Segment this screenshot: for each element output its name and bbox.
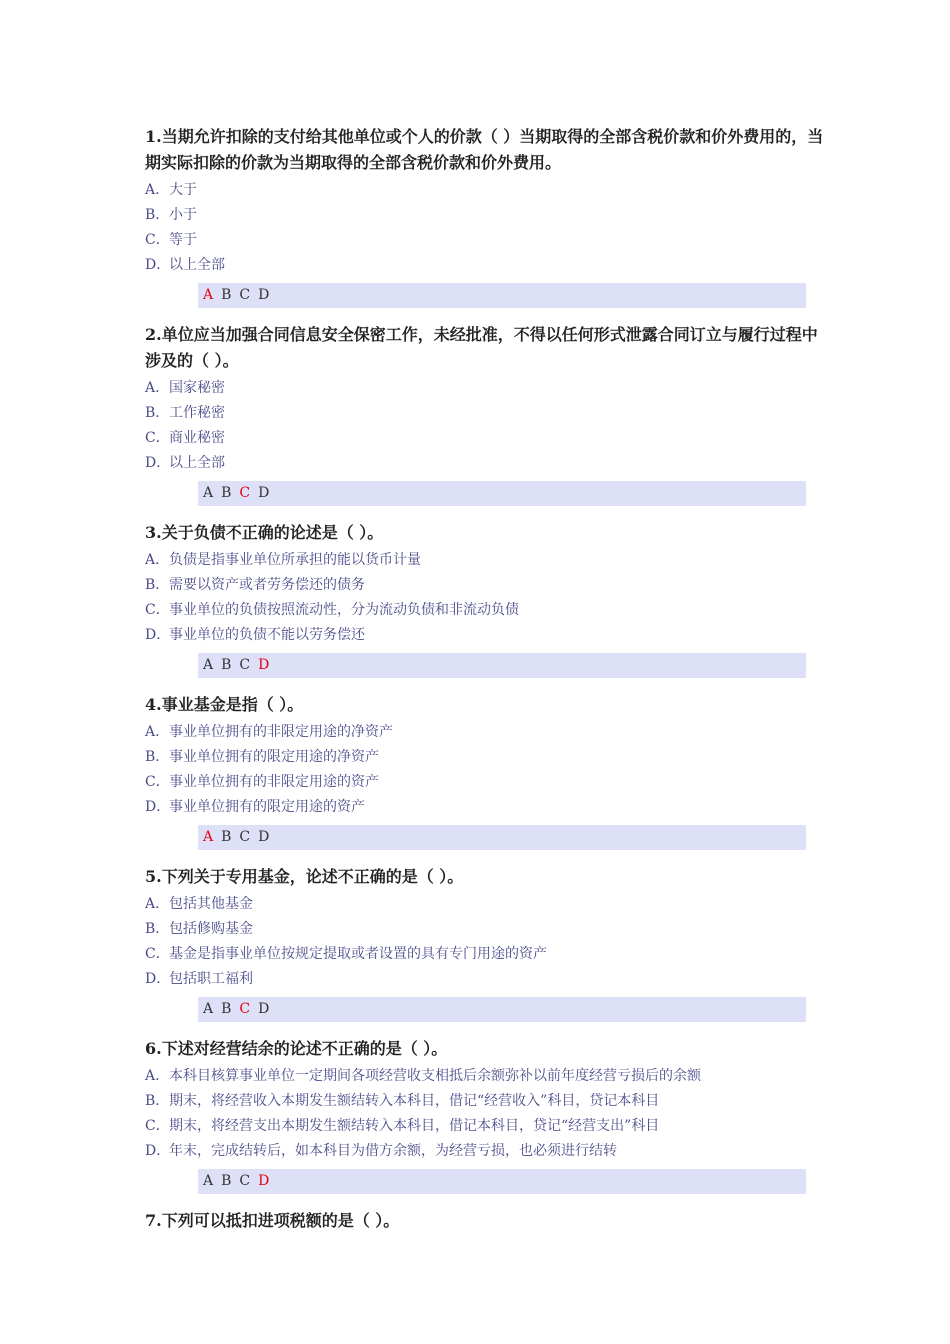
answer-choice-b[interactable]: B bbox=[221, 1001, 232, 1017]
question-title: 3.关于负债不正确的论述是（ ）。 bbox=[145, 523, 384, 542]
option-text: 本科目核算事业单位一定期间各项经营收支相抵后余额弥补以前年度经营亏损后的余额 bbox=[169, 1068, 701, 1084]
answer-choice-d[interactable]: D bbox=[258, 1001, 270, 1017]
option-letter: D． bbox=[145, 257, 171, 273]
answer-choice-a[interactable]: A bbox=[203, 657, 214, 673]
option-letter: C． bbox=[145, 946, 170, 962]
option-text: 需要以资产或者劳务偿还的债务 bbox=[169, 577, 365, 593]
option-row bbox=[145, 795, 825, 820]
option-letter: C． bbox=[145, 430, 170, 446]
option-letter: C． bbox=[145, 774, 170, 790]
question-title: 1.当期允许扣除的支付给其他单位或个人的价款（ ）当期取得的全部含税价款和价外费用的，当期实际扣除的价款为当期取得的全部含税价款和价外费用。 bbox=[145, 127, 824, 172]
answer-choice-d[interactable]: D bbox=[258, 829, 270, 845]
option-row bbox=[145, 623, 825, 648]
option-letter: A． bbox=[145, 1068, 170, 1084]
answer-choice-d[interactable]: D bbox=[258, 1173, 270, 1189]
answer-bar bbox=[198, 481, 806, 506]
option-letter: B． bbox=[145, 405, 170, 421]
option-row bbox=[145, 1114, 825, 1139]
question-1 bbox=[145, 124, 825, 308]
answer-choice-c[interactable]: C bbox=[239, 1001, 251, 1017]
option-row bbox=[145, 401, 825, 426]
question-title: 2.单位应当加强合同信息安全保密工作，未经批准，不得以任何形式泄露合同订立与履行过程中涉及的（ ）。 bbox=[145, 325, 818, 370]
answer-choice-c[interactable]: C bbox=[239, 1173, 251, 1189]
option-letter: A． bbox=[145, 182, 170, 198]
answer-choice-a[interactable]: A bbox=[203, 1173, 214, 1189]
option-row bbox=[145, 917, 825, 942]
option-letter: B． bbox=[145, 207, 170, 223]
option-text: 包括修购基金 bbox=[169, 921, 253, 937]
question-title: 4.事业基金是指（ ）。 bbox=[145, 695, 304, 714]
option-letter: B． bbox=[145, 577, 170, 593]
answer-choice-b[interactable]: B bbox=[221, 1173, 232, 1189]
answer-choice-d[interactable]: D bbox=[258, 657, 270, 673]
answer-bar bbox=[198, 825, 806, 850]
option-row bbox=[145, 376, 825, 401]
option-row bbox=[145, 967, 825, 992]
option-text: 大于 bbox=[169, 182, 197, 198]
option-row bbox=[145, 1064, 825, 1089]
option-letter: B． bbox=[145, 749, 170, 765]
option-row bbox=[145, 548, 825, 573]
option-text: 事业单位的负债不能以劳务偿还 bbox=[169, 627, 365, 643]
option-text: 事业单位拥有的非限定用途的资产 bbox=[169, 774, 379, 790]
answer-bar bbox=[198, 283, 806, 308]
option-text: 工作秘密 bbox=[169, 405, 225, 421]
option-text: 等于 bbox=[169, 232, 197, 248]
answer-choice-c[interactable]: C bbox=[239, 485, 251, 501]
answer-choice-a[interactable]: A bbox=[203, 287, 214, 303]
option-letter: B． bbox=[145, 1093, 170, 1109]
option-text: 负债是指事业单位所承担的能以货币计量 bbox=[169, 552, 421, 568]
option-text: 事业单位拥有的限定用途的净资产 bbox=[169, 749, 379, 765]
option-text: 商业秘密 bbox=[169, 430, 225, 446]
option-row bbox=[145, 720, 825, 745]
answer-choice-a[interactable]: A bbox=[203, 485, 214, 501]
option-text: 国家秘密 bbox=[169, 380, 225, 396]
question-3 bbox=[145, 520, 825, 678]
answer-choice-a[interactable]: A bbox=[203, 829, 214, 845]
option-row bbox=[145, 1139, 825, 1164]
question-6 bbox=[145, 1036, 825, 1194]
question-2 bbox=[145, 322, 825, 506]
answer-choice-c[interactable]: C bbox=[239, 657, 251, 673]
answer-choice-b[interactable]: B bbox=[221, 485, 232, 501]
answer-choice-a[interactable]: A bbox=[203, 1001, 214, 1017]
answer-choice-c[interactable]: C bbox=[239, 287, 251, 303]
answer-choice-b[interactable]: B bbox=[221, 829, 232, 845]
option-row bbox=[145, 942, 825, 967]
answer-choice-d[interactable]: D bbox=[258, 287, 270, 303]
option-letter: C． bbox=[145, 1118, 170, 1134]
option-text: 以上全部 bbox=[169, 455, 225, 471]
option-text: 以上全部 bbox=[169, 257, 225, 273]
question-title: 7.下列可以抵扣进项税额的是（ ）。 bbox=[145, 1211, 400, 1230]
answer-choice-b[interactable]: B bbox=[221, 657, 232, 673]
answer-bar bbox=[198, 1169, 806, 1194]
option-letter: B． bbox=[145, 921, 170, 937]
question-4 bbox=[145, 692, 825, 850]
option-text: 包括其他基金 bbox=[169, 896, 253, 912]
option-letter: D． bbox=[145, 455, 171, 471]
option-text: 期末，将经营收入本期发生额结转入本科目，借记“经营收入”科目，贷记本科目 bbox=[169, 1093, 660, 1109]
option-text: 年末，完成结转后，如本科目为借方余额，为经营亏损，也必须进行结转 bbox=[169, 1143, 617, 1159]
option-text: 期末，将经营支出本期发生额结转入本科目，借记本科目，贷记“经营支出”科目 bbox=[169, 1118, 660, 1134]
option-row bbox=[145, 745, 825, 770]
option-letter: D． bbox=[145, 799, 171, 815]
option-text: 基金是指事业单位按规定提取或者设置的具有专门用途的资产 bbox=[169, 946, 547, 962]
option-row bbox=[145, 253, 825, 278]
question-5 bbox=[145, 864, 825, 1022]
option-letter: D． bbox=[145, 627, 171, 643]
option-letter: A． bbox=[145, 380, 170, 396]
question-title: 5.下列关于专用基金，论述不正确的是（ ）。 bbox=[145, 867, 464, 886]
option-text: 包括职工福利 bbox=[169, 971, 253, 987]
option-letter: C． bbox=[145, 232, 170, 248]
option-row bbox=[145, 892, 825, 917]
answer-choice-b[interactable]: B bbox=[221, 287, 232, 303]
option-row bbox=[145, 228, 825, 253]
option-text: 事业单位拥有的限定用途的资产 bbox=[169, 799, 365, 815]
answer-bar bbox=[198, 997, 806, 1022]
question-7 bbox=[145, 1208, 825, 1234]
answer-choice-c[interactable]: C bbox=[239, 829, 251, 845]
option-text: 事业单位拥有的非限定用途的净资产 bbox=[169, 724, 393, 740]
question-title: 6.下述对经营结余的论述不正确的是（ ）。 bbox=[145, 1039, 448, 1058]
option-text: 事业单位的负债按照流动性，分为流动负债和非流动负债 bbox=[169, 602, 519, 618]
option-row bbox=[145, 426, 825, 451]
answer-choice-d[interactable]: D bbox=[258, 485, 270, 501]
option-row bbox=[145, 178, 825, 203]
option-text: 小于 bbox=[169, 207, 197, 223]
option-letter: A． bbox=[145, 896, 170, 912]
option-row bbox=[145, 451, 825, 476]
option-letter: C． bbox=[145, 602, 170, 618]
option-letter: A． bbox=[145, 724, 170, 740]
option-letter: D． bbox=[145, 971, 171, 987]
question-list bbox=[145, 124, 825, 1236]
answer-bar bbox=[198, 653, 806, 678]
option-row bbox=[145, 1089, 825, 1114]
option-row bbox=[145, 770, 825, 795]
option-row bbox=[145, 203, 825, 228]
option-letter: D． bbox=[145, 1143, 171, 1159]
option-letter: A． bbox=[145, 552, 170, 568]
option-row bbox=[145, 598, 825, 623]
option-row bbox=[145, 573, 825, 598]
